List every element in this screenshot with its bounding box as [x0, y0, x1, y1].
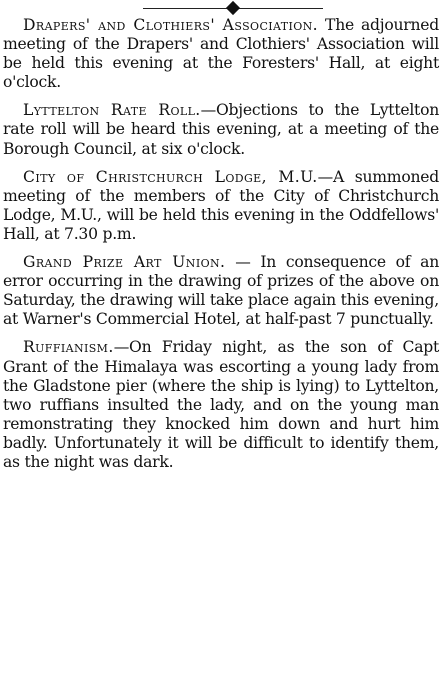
article-heading: Grand Prize Art Union. [23, 253, 226, 272]
article-heading: City of Christchurch Lodge, M.U. [23, 167, 318, 186]
article-lyttelton-rate-roll [3, 101, 439, 158]
article-heading: Ruffianism. [23, 338, 114, 357]
article-body: —On Friday night, as the son of Capt Grant of the Himalaya was escorting a young lady from the Gladstone pier (where the ship is lying) to Lyttelton, two ruffians insulted the lady, and on the young man remonstrating they knocked him down and hurt him badly. Unfortunately it will be difficult to identify them, as the night was dark. [3, 338, 439, 471]
article-christchurch-lodge [3, 168, 439, 244]
article-body: —A summoned meeting of the members of the City of Christchurch Lodge, M.U., will be held this evening in the Oddfellows' Hall, at 7.30 p.m. [3, 167, 439, 243]
ornamental-rule [3, 0, 439, 16]
article-drapers-association [3, 16, 439, 92]
article-heading: Lyttelton Rate Roll. [23, 101, 201, 120]
article-heading: Drapers' and Clothiers' Association. [23, 16, 319, 34]
diamond-ornament-icon [226, 1, 240, 15]
article-body: The adjourned meeting of the Drapers' and Clothiers' Association will be held this evening at the Foresters' Hall, at eight o'clock. [3, 16, 439, 92]
article-ruffianism [3, 338, 439, 472]
article-grand-prize-art-union [3, 253, 439, 329]
article-body: —Objections to the Lyttelton rate roll will be heard this evening, at a meeting of the Borough Council, at six o'clock. [3, 101, 440, 158]
article-body: — In consequence of an error occurring in the drawing of prizes of the above on Saturday, the drawing will take place again this evening, at Warner's Commercial Hotel, at half-past 7 punctually. [3, 253, 439, 329]
